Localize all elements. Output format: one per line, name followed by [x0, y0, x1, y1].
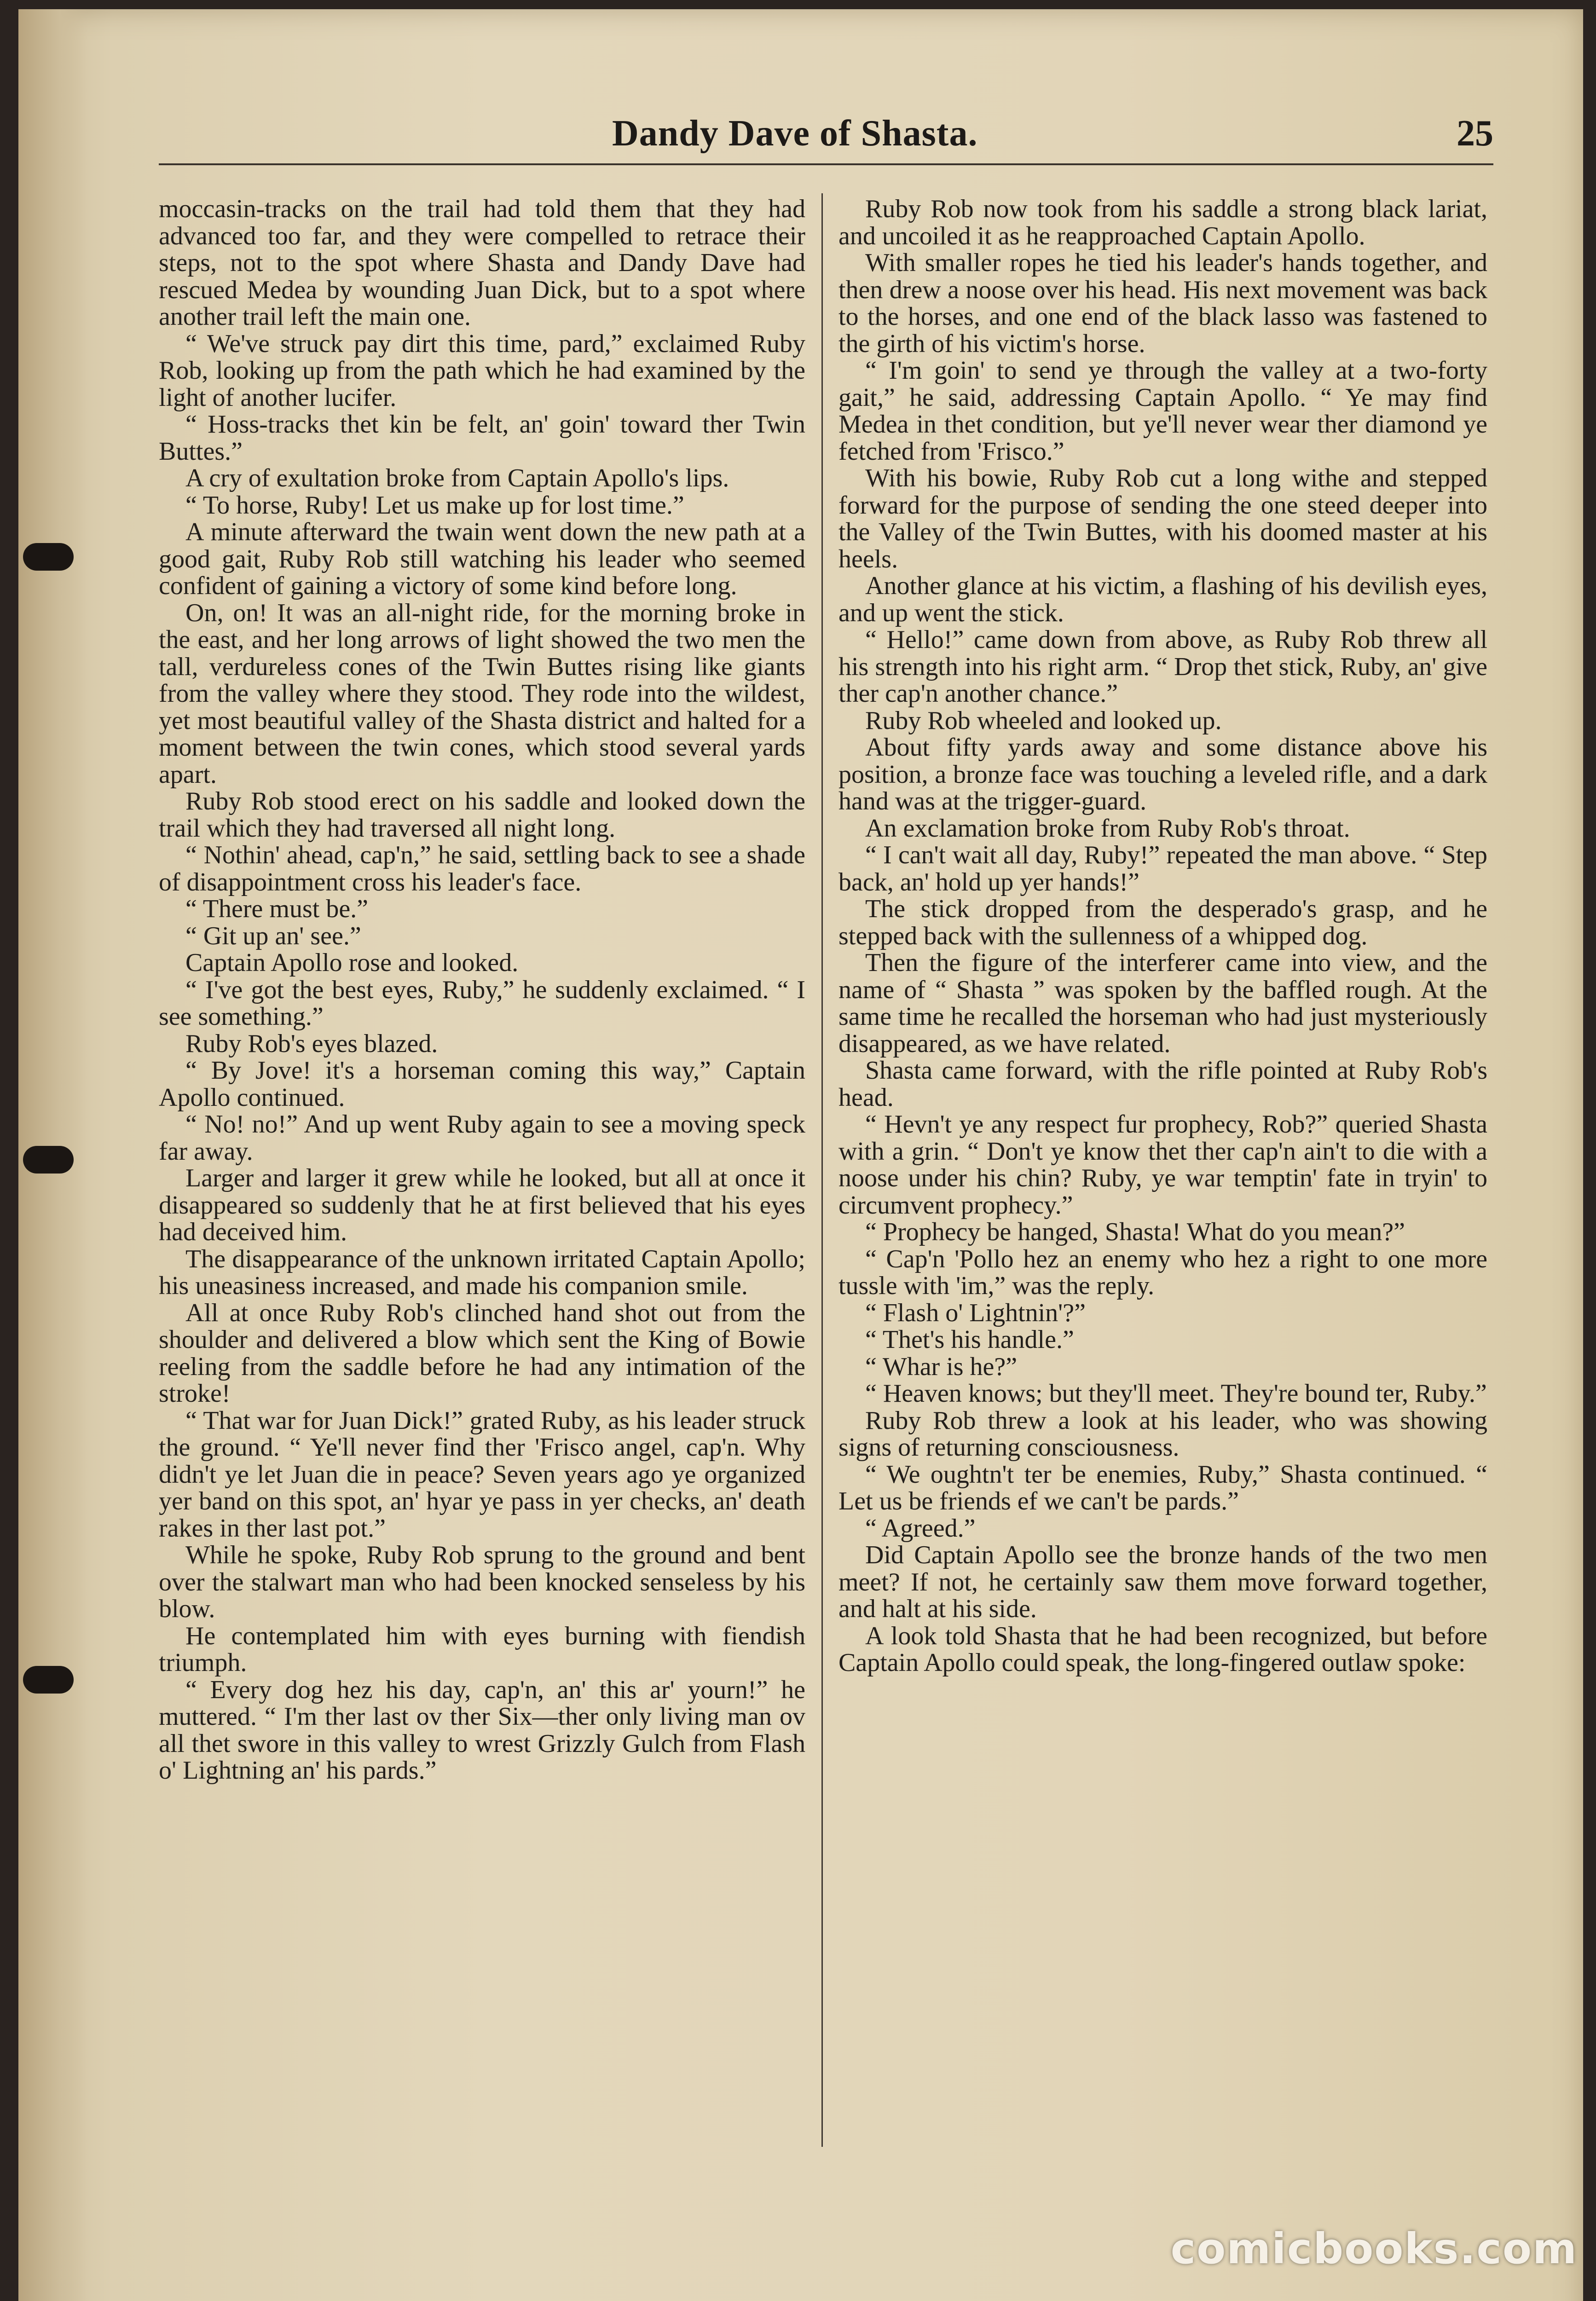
paragraph: A look told Shasta that he had been recognized, but before Captain Apollo could speak, the long-fingered outlaw spoke: [838, 1621, 1487, 1677]
paragraph: “ I've got the best eyes, Ruby,” he suddenly exclaimed. “ I see something.” [159, 975, 805, 1031]
right-column [838, 196, 1487, 1677]
paragraph: Captain Apollo rose and looked. [185, 948, 519, 977]
paragraph: “ That war for Juan Dick!” grated Ruby, as his leader struck the ground. “ Ye'll never find ther 'Frisco angel, cap'n. Why didn't ye let Juan die in peace? Seven years ago ye organized yer band on this spot, an' hyar ye pass in yer checks, an' death rakes in ther last pot.” [159, 1406, 805, 1543]
paragraph: “ Git up an' see.” [185, 921, 361, 950]
paragraph: “ Whar is he?” [865, 1352, 1018, 1381]
paragraph: Ruby Rob's eyes blazed. [185, 1029, 438, 1058]
paragraph: “ Heaven knows; but they'll meet. They're bound ter, Ruby.” [865, 1379, 1487, 1408]
paragraph: Another glance at his victim, a flashing of his devilish eyes, and up went the stick. [838, 572, 1487, 627]
page-number: 25 [1457, 113, 1493, 154]
binding-stitch [23, 543, 74, 571]
paragraph: Shasta came forward, with the rifle pointed at Ruby Rob's head. [838, 1056, 1487, 1112]
paragraph: “ I'm goin' to send ye through the valley at a two-forty gait,” he said, addressing Captain Apollo. “ Ye may find Medea in thet condition, but ye'll never wear ther diamond ye fetched from 'Frisco.” [838, 356, 1487, 466]
paragraph: “ Prophecy be hanged, Shasta! What do you mean?” [865, 1218, 1405, 1246]
paragraph: Larger and larger it grew while he looked, but all at once it disappeared so suddenly that he at first believed that his eyes had deceived him. [159, 1164, 805, 1246]
paragraph: “ Nothin' ahead, cap'n,” he said, settling back to see a shade of disappointment cross his leader's face. [159, 841, 805, 896]
left-column [159, 196, 805, 1784]
paragraph: A cry of exultation broke from Captain Apollo's lips. [185, 464, 729, 492]
paragraph: The disappearance of the unknown irritated Captain Apollo; his uneasiness increased, and made his companion smile. [159, 1244, 805, 1300]
paragraph: The stick dropped from the desperado's grasp, and he stepped back with the sullenness of a whipped dog. [838, 895, 1487, 950]
column-divider [821, 193, 823, 2147]
paragraph: “ Thet's his handle.” [865, 1325, 1074, 1354]
paragraph: An exclamation broke from Ruby Rob's throat. [865, 814, 1350, 843]
paragraph: With his bowie, Ruby Rob cut a long withe and stepped forward for the purpose of sending the one steed deeper into the Valley of the Twin Buttes, with his doomed master at his heels. [838, 464, 1487, 573]
paragraph: “ To horse, Ruby! Let us make up for lost time.” [185, 491, 684, 520]
paragraph: Ruby Rob wheeled and looked up. [865, 706, 1222, 735]
paragraph: “ Every dog hez his day, cap'n, an' this ar' yourn!” he muttered. “ I'm ther last ov ther Six—ther only living man ov all thet swore in this valley to wrest Grizzly Gulch from Flash o' Lightning an' his pards.” [159, 1675, 805, 1785]
page-binding [18, 9, 87, 2301]
paragraph: “ I can't wait all day, Ruby!” repeated the man above. “ Step back, an' hold up yer hands!” [838, 841, 1487, 896]
paragraph: Then the figure of the interferer came into view, and the name of “ Shasta ” was spoken by the baffled rough. At the same time he recalled the horseman who had just mysteriously disappeared, as we have related. [838, 948, 1487, 1058]
site-watermark: comicbooks.com [1170, 2224, 1578, 2273]
paragraph: “ Flash o' Lightnin'?” [865, 1298, 1086, 1327]
page-header [159, 113, 1493, 165]
paragraph: “ Agreed.” [865, 1514, 976, 1543]
paragraph: “ Hoss-tracks thet kin be felt, an' goin' toward ther Twin Buttes.” [159, 410, 805, 466]
paragraph: With smaller ropes he tied his leader's hands together, and then drew a noose over his head. His next movement was back to the horses, and one end of the black lasso was fastened to the girth of his victim's horse. [838, 249, 1487, 358]
binding-stitch [23, 1666, 74, 1694]
paragraph: About fifty yards away and some distance above his position, a bronze face was touching a leveled rifle, and a dark hand was at the trigger-guard. [838, 733, 1487, 815]
paragraph: A minute afterward the twain went down the new path at a good gait, Ruby Rob still watching his leader who seemed confident of gaining a victory of some kind before long. [159, 518, 805, 600]
paragraph: Ruby Rob threw a look at his leader, who was showing signs of returning consciousness. [838, 1406, 1487, 1462]
paragraph: “ Hello!” came down from above, as Ruby Rob threw all his strength into his right arm. “ Drop thet stick, Ruby, an' give ther cap'n another chance.” [838, 625, 1487, 708]
paragraph: moccasin-tracks on the trail had told them that they had advanced too far, and they were compelled to retrace their steps, not to the spot where Shasta and Dandy Dave had rescued Medea by wounding Juan Dick, but to a spot where another trail left the main one. [159, 195, 805, 331]
paragraph: Ruby Rob now took from his saddle a strong black lariat, and uncoiled it as he reapproached Captain Apollo. [838, 195, 1487, 250]
paragraph: On, on! It was an all-night ride, for the morning broke in the east, and her long arrows of light showed the two men the tall, verdureless cones of the Twin Buttes rising like giants from the valley where they stood. They rode into the wildest, yet most beautiful valley of the Shasta district and halted for a moment between the twin cones, which stood several yards apart. [159, 598, 805, 789]
paragraph: Did Captain Apollo see the bronze hands of the two men meet? If not, he certainly saw them move forward together, and halt at his side. [838, 1541, 1487, 1623]
paragraph: “ We oughtn't ter be enemies, Ruby,” Shasta continued. “ Let us be friends ef we can't be pards.” [838, 1460, 1487, 1515]
running-title: Dandy Dave of Shasta. [612, 113, 978, 154]
paragraph: “ There must be.” [185, 895, 369, 923]
paragraph: “ Hevn't ye any respect fur prophecy, Rob?” queried Shasta with a grin. “ Don't ye know thet ther cap'n ain't to die with a noose under his chin? Ruby, ye war temptin' fate in tryin' to circumvent prophecy.” [838, 1110, 1487, 1220]
paragraph: “ No! no!” And up went Ruby again to see a moving speck far away. [159, 1110, 805, 1166]
paragraph: “ We've struck pay dirt this time, pard,” exclaimed Ruby Rob, looking up from the path which he had examined by the light of another lucifer. [159, 329, 805, 412]
paragraph: While he spoke, Ruby Rob sprung to the ground and bent over the stalwart man who had been knocked senseless by his blow. [159, 1541, 805, 1623]
binding-stitch [23, 1146, 74, 1174]
paragraph: All at once Ruby Rob's clinched hand shot out from the shoulder and delivered a blow which sent the King of Bowie reeling from the saddle before he had any intimation of the stroke! [159, 1298, 805, 1408]
paragraph: Ruby Rob stood erect on his saddle and looked down the trail which they had traversed all night long. [159, 787, 805, 843]
paragraph: “ Cap'n 'Pollo hez an enemy who hez a right to one more tussle with 'im,” was the reply. [838, 1244, 1487, 1300]
paragraph: He contemplated him with eyes burning with fiendish triumph. [159, 1621, 805, 1677]
paragraph: “ By Jove! it's a horseman coming this way,” Captain Apollo continued. [159, 1056, 805, 1112]
